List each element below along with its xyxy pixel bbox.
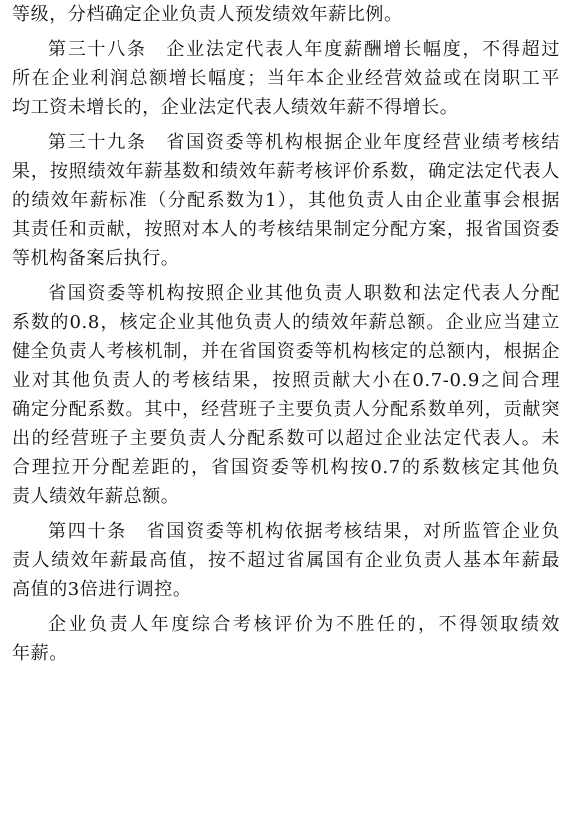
paragraph-line: 年薪。 xyxy=(12,643,68,664)
paragraph-line: 系数的0.8，核定企业其他负责人的绩效年薪总额。企业应当建立 xyxy=(12,312,560,333)
paragraph-line: 的绩效年薪标准（分配系数为1），其他负责人由企业董事会根据 xyxy=(12,190,560,211)
paragraph-line: 等机构备案后执行。 xyxy=(12,248,180,269)
paragraph-line: 责人绩效年薪最高值，按不超过省属国有企业负责人基本年薪最 xyxy=(12,550,560,571)
paragraph-line: 出的经营班子主要负责人分配系数可以超过企业法定代表人。未 xyxy=(12,428,560,449)
paragraph-line: 第三十八条 企业法定代表人年度薪酬增长幅度，不得超过 xyxy=(48,39,560,60)
paragraph-line: 责人绩效年薪总额。 xyxy=(12,486,180,507)
paragraph-line: 健全负责人考核机制，并在省国资委等机构核定的总额内，根据企 xyxy=(12,341,560,362)
paragraph xyxy=(12,517,560,604)
paragraph-line: 高值的3倍进行调控。 xyxy=(12,579,192,600)
paragraph-line: 第四十条 省国资委等机构依据考核结果，对所监管企业负 xyxy=(48,521,560,542)
paragraph-line: 等级，分档确定企业负责人预发绩效年薪比例。 xyxy=(12,4,403,25)
paragraph-line: 业对其他负责人的考核结果，按照贡献大小在0.7-0.9之间合理 xyxy=(12,370,560,391)
paragraph xyxy=(12,0,560,29)
paragraph xyxy=(12,128,560,273)
paragraph xyxy=(12,279,560,511)
paragraph-line: 所在企业利润总额增长幅度；当年本企业经营效益或在岗职工平 xyxy=(12,68,560,89)
paragraph-line: 第三十九条 省国资委等机构根据企业年度经营业绩考核结 xyxy=(48,132,560,153)
paragraph-line: 省国资委等机构按照企业其他负责人职数和法定代表人分配 xyxy=(48,283,560,304)
paragraph-line: 企业负责人年度综合考核评价为不胜任的，不得领取绩效 xyxy=(48,614,560,635)
document-page xyxy=(12,0,560,668)
paragraph-line: 其责任和贡献，按照对本人的考核结果制定分配方案，报省国资委 xyxy=(12,219,560,240)
paragraph xyxy=(12,610,560,668)
paragraph-line: 合理拉开分配差距的，省国资委等机构按0.7的系数核定其他负 xyxy=(12,457,560,478)
paragraph-line: 确定分配系数。其中，经营班子主要负责人分配系数单列，贡献突 xyxy=(12,399,560,420)
paragraph-line: 均工资未增长的，企业法定代表人绩效年薪不得增长。 xyxy=(12,97,459,118)
paragraph-line: 果，按照绩效年薪基数和绩效年薪考核评价系数，确定法定代表人 xyxy=(12,161,560,182)
paragraph xyxy=(12,35,560,122)
